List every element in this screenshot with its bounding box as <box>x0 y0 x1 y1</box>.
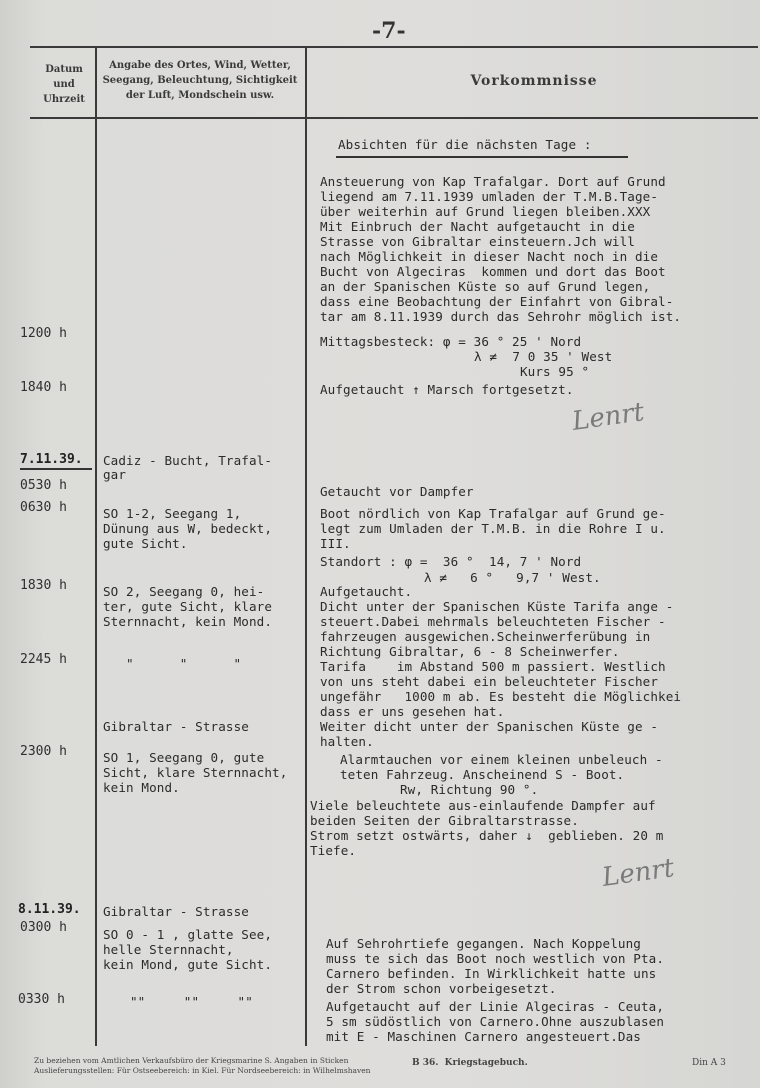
time-entry: 0330 h <box>18 992 65 1007</box>
event-line: Getaucht vor Dampfer <box>320 484 474 499</box>
time-entry: 1200 h <box>20 326 67 341</box>
weather-line: SO 0 - 1 , glatte See, <box>103 927 273 942</box>
header-events: Vorkommnisse <box>470 73 598 89</box>
event-line: λ ≠ 7 0 35 ' West <box>474 349 613 364</box>
weather-line: Sternnacht, kein Mond. <box>103 614 273 629</box>
signature-1: Lenrt <box>570 397 647 437</box>
location-line: gar <box>103 467 127 482</box>
event-line: 5 sm südöstlich von Carnero.Ohne auszublasen <box>326 1014 665 1029</box>
location-line: Gibraltar - Strasse <box>103 904 249 919</box>
time-entry: 1830 h <box>20 578 67 593</box>
time-entry: 2300 h <box>20 744 67 759</box>
event-line: ungefähr 1000 m ab. Es besteht die Möglichkei <box>320 689 682 704</box>
event-line: dass eine Beobachtung der Einfahrt von Gibral- <box>320 294 674 309</box>
event-line: III. <box>320 536 351 551</box>
column-divider-1 <box>95 46 97 1046</box>
section-heading-intentions: Absichten für die nächsten Tage : <box>338 137 592 152</box>
time-entry: 2245 h <box>20 652 67 667</box>
table-top-border <box>30 46 758 48</box>
event-line: Viele beleuchtete aus-einlaufende Dampfer auf <box>310 798 656 813</box>
event-line: Bucht von Algeciras kommen und dort das Boot <box>320 264 666 279</box>
weather-line: SO 2, Seegang 0, hei- <box>103 584 265 599</box>
location-line: Gibraltar - Strasse <box>103 719 249 734</box>
date-7-11-39: 7.11.39. <box>20 452 83 467</box>
event-line: nach Möglichkeit in dieser Nacht noch in die <box>320 249 659 264</box>
column-divider-2 <box>305 46 307 1046</box>
event-line: Mit Einbruch der Nacht aufgetaucht in die <box>320 219 635 234</box>
event-line: beiden Seiten der Gibraltarstrasse. <box>310 813 579 828</box>
event-line: an der Spanischen Küste so auf Grund legen, <box>320 279 651 294</box>
event-line: mit E - Maschinen Carnero angesteuert.Das <box>326 1029 641 1044</box>
ditto-marks: " " " <box>126 656 242 671</box>
event-line: Tiefe. <box>310 843 357 858</box>
footer-left-line-1: Zu beziehen vom Amtlichen Verkaufsbüro der Kriegsmarine S. Angaben in Sticken <box>34 1056 349 1065</box>
event-line: Boot nördlich von Kap Trafalgar auf Grund ge- <box>320 506 666 521</box>
event-line: Dicht unter der Spanischen Küste Tarifa ange - <box>320 599 674 614</box>
event-line: von uns steht dabei ein beleuchteter Fischer <box>320 674 659 689</box>
footer-form-code: B 36. Kriegstagebuch. <box>412 1058 528 1068</box>
event-line: Kurs 95 ° <box>520 364 590 379</box>
event-line: Mittagsbesteck: φ = 36 ° 25 ' Nord <box>320 334 582 349</box>
event-line: der Strom schon vorbeigesetzt. <box>326 981 557 996</box>
ditto-marks: "" "" "" <box>130 994 253 1009</box>
event-line: Alarmtauchen vor einem kleinen unbeleuch - <box>340 752 663 767</box>
heading-underline <box>336 156 628 158</box>
weather-line: SO 1-2, Seegang 1, <box>103 506 242 521</box>
weather-line: Dünung aus W, bedeckt, <box>103 521 273 536</box>
weather-line: kein Mond. <box>103 780 180 795</box>
event-line: muss te sich das Boot noch westlich von Pta. <box>326 951 665 966</box>
event-line: Standort : φ = 36 ° 14, 7 ' Nord <box>320 554 582 569</box>
event-line: teten Fahrzeug. Anscheinend S - Boot. <box>340 767 625 782</box>
event-line: halten. <box>320 734 374 749</box>
signature-2: Lenrt <box>600 853 677 893</box>
event-line: Weiter dicht unter der Spanischen Küste ge - <box>320 719 659 734</box>
event-line: über weiterhin auf Grund liegen bleiben.XXX <box>320 204 651 219</box>
event-line: fahrzeugen ausgewichen.Scheinwerferübung in <box>320 629 651 644</box>
event-line: Rw, Richtung 90 °. <box>400 782 539 797</box>
weather-line: gute Sicht. <box>103 536 188 551</box>
event-line: Aufgetaucht ↑ Marsch fortgesetzt. <box>320 382 574 397</box>
weather-line: SO 1, Seegang 0, gute <box>103 750 265 765</box>
event-line: liegend am 7.11.1939 umladen der T.M.B.Tage- <box>320 189 659 204</box>
event-line: Tarifa im Abstand 500 m passiert. Westlich <box>320 659 666 674</box>
event-line: dass er uns gesehen hat. <box>320 704 505 719</box>
time-entry: 1840 h <box>20 380 67 395</box>
weather-line: kein Mond, gute Sicht. <box>103 957 273 972</box>
event-line: Carnero befinden. In Wirklichkeit hatte uns <box>326 966 657 981</box>
time-entry: 0530 h <box>20 478 67 493</box>
time-entry: 0300 h <box>20 920 67 935</box>
time-entry: 0630 h <box>20 500 67 515</box>
header-date-time: Datum und Uhrzeit <box>43 64 85 105</box>
weather-line: ter, gute Sicht, klare <box>103 599 273 614</box>
header-bottom-border <box>30 117 758 119</box>
event-line: Ansteuerung von Kap Trafalgar. Dort auf Grund <box>320 174 666 189</box>
footer-left-line-2: Auslieferungsstellen: Für Ostseebereich: in Kiel. Für Nordseebereich: in Wilhelmshaven <box>34 1066 371 1075</box>
footer-paper-size: Din A 3 <box>692 1058 726 1068</box>
event-line: Aufgetaucht auf der Linie Algeciras - Ceuta, <box>326 999 665 1014</box>
event-line: Auf Sehrohrtiefe gegangen. Nach Koppelung <box>326 936 641 951</box>
event-line: Richtung Gibraltar, 6 - 8 Scheinwerfer. <box>320 644 620 659</box>
event-line: Aufgetaucht. <box>320 584 413 599</box>
event-line: steuert.Dabei mehrmals beleuchteten Fischer - <box>320 614 666 629</box>
weather-line: helle Sternnacht, <box>103 942 234 957</box>
event-line: Strom setzt ostwärts, daher ↓ geblieben. 20 m <box>310 828 664 843</box>
location-line: Cadiz - Bucht, Trafal- <box>103 453 273 468</box>
date-8-11-39: 8.11.39. <box>18 902 81 917</box>
event-line: λ ≠ 6 ° 9,7 ' West. <box>424 570 601 585</box>
weather-line: Sicht, klare Sternnacht, <box>103 765 288 780</box>
event-line: tar am 8.11.1939 durch das Sehrohr möglich ist. <box>320 309 682 324</box>
header-location-weather: Angabe des Ortes, Wind, Wetter, Seegang, Beleuchtung, Sichtigkeit der Luft, Mondschein usw. <box>102 60 298 101</box>
event-line: Strasse von Gibraltar einsteuern.Jch will <box>320 234 635 249</box>
event-line: legt zum Umladen der T.M.B. in die Rohre I u. <box>320 521 666 536</box>
date-underline <box>20 468 92 470</box>
page-number: -7- <box>372 18 406 44</box>
